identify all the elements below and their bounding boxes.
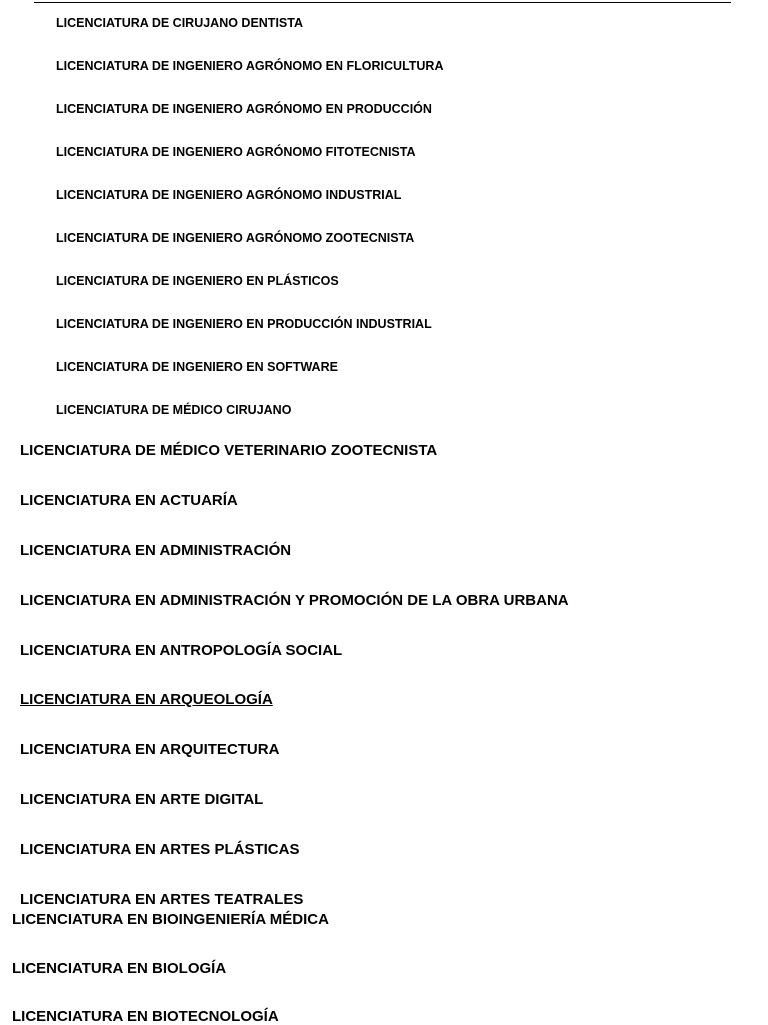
- list-item: LICENCIATURA EN ACTUARÍA: [20, 492, 238, 509]
- top-divider: [34, 2, 731, 3]
- list-item: LICENCIATURA DE INGENIERO AGRÓNOMO INDUSTRIAL: [56, 188, 402, 202]
- list-item: LICENCIATURA EN ARQUITECTURA: [20, 741, 280, 758]
- list-item: LICENCIATURA DE INGENIERO AGRÓNOMO EN FLORICULTURA: [56, 59, 444, 73]
- list-item: LICENCIATURA EN ARTES PLÁSTICAS: [20, 841, 300, 858]
- list-item: LICENCIATURA EN BIOTECNOLOGÍA: [12, 1008, 279, 1025]
- list-item: LICENCIATURA EN ADMINISTRACIÓN Y PROMOCIÓN DE LA OBRA URBANA: [20, 592, 569, 609]
- list-item: LICENCIATURA DE MÉDICO VETERINARIO ZOOTECNISTA: [20, 442, 438, 459]
- list-item: LICENCIATURA EN BIOINGENIERÍA MÉDICA: [12, 911, 329, 928]
- list-item: LICENCIATURA EN ADMINISTRACIÓN: [20, 542, 292, 559]
- list-item: LICENCIATURA DE INGENIERO AGRÓNOMO ZOOTECNISTA: [56, 231, 415, 245]
- list-item: LICENCIATURA DE INGENIERO AGRÓNOMO FITOTECNISTA: [56, 145, 416, 159]
- list-item: LICENCIATURA DE INGENIERO AGRÓNOMO EN PRODUCCIÓN: [56, 102, 432, 116]
- list-item: LICENCIATURA DE MÉDICO CIRUJANO: [56, 403, 292, 417]
- list-item-link[interactable]: LICENCIATURA EN ARQUEOLOGÍA: [20, 691, 273, 708]
- list-item: LICENCIATURA EN ARTES TEATRALES: [20, 891, 304, 908]
- list-item: LICENCIATURA DE CIRUJANO DENTISTA: [56, 16, 303, 30]
- list-item: LICENCIATURA DE INGENIERO EN PLÁSTICOS: [56, 274, 339, 288]
- list-item: LICENCIATURA EN ARTE DIGITAL: [20, 791, 264, 808]
- list-item: LICENCIATURA DE INGENIERO EN SOFTWARE: [56, 360, 338, 374]
- list-item: LICENCIATURA DE INGENIERO EN PRODUCCIÓN INDUSTRIAL: [56, 317, 432, 331]
- list-item: LICENCIATURA EN BIOLOGÍA: [12, 960, 227, 977]
- list-item: LICENCIATURA EN ANTROPOLOGÍA SOCIAL: [20, 642, 343, 659]
